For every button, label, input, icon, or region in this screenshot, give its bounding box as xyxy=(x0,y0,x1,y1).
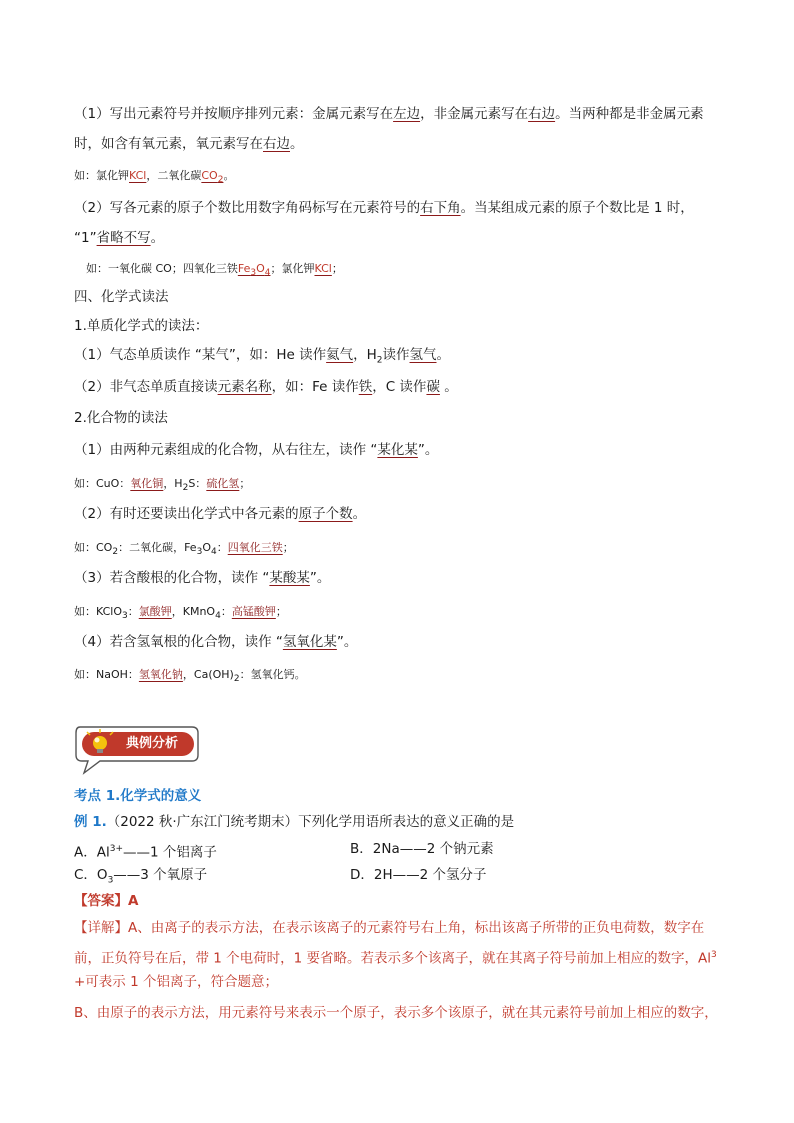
answer-blank: 硫化氢 xyxy=(206,477,240,490)
answer-blank: 氢氧化钠 xyxy=(138,668,183,681)
subscript: 3 xyxy=(107,875,114,886)
subscript: 2 xyxy=(182,483,189,494)
text: ，如：Fe 读作 xyxy=(271,379,359,395)
answer: 【答案】A xyxy=(74,893,139,909)
text: S： xyxy=(188,477,207,490)
text: 如：CO xyxy=(74,541,113,554)
text: ”。 xyxy=(309,570,331,586)
text: ：二氧化碳，Fe xyxy=(118,541,197,554)
text: ： xyxy=(127,605,139,618)
subscript: 3 xyxy=(196,547,203,558)
subscript: 4 xyxy=(215,611,221,622)
text: 。 xyxy=(223,169,235,182)
text: 前，正负符号在后，带 1 个电荷时，1 要省略。若表示多个该离子，就在其离子符号前加上相应的数字，Al xyxy=(74,950,712,967)
compound-rule-1 xyxy=(74,440,724,460)
detail-line-3: +可表示 1 个铝离子，符合题意； xyxy=(74,974,278,990)
answer-blank: 高锰酸钾 xyxy=(231,605,276,618)
superscript: 3 xyxy=(711,950,717,960)
compound-example-4 xyxy=(74,665,724,689)
subscript: 4 xyxy=(264,268,271,279)
text: ： xyxy=(220,605,232,618)
text: 如：CuO： xyxy=(74,477,131,490)
answer-blank: 原子个数 xyxy=(298,506,353,522)
superscript: 3+ xyxy=(109,844,124,854)
text: 。 xyxy=(150,230,165,246)
answer-blank: 左边 xyxy=(393,106,421,122)
text: ，二氧化碳 xyxy=(146,169,202,182)
text: CO xyxy=(201,169,218,182)
section-heading: 四、化学式读法 xyxy=(74,289,169,305)
answer-blank: 氧化铜 xyxy=(130,477,164,490)
case-analysis-badge xyxy=(72,721,200,777)
answer-blank: 氢氧化某 xyxy=(282,634,337,650)
compound-rule-3 xyxy=(74,568,724,588)
text: A．Al xyxy=(74,844,110,861)
answer-blank: 氦气 xyxy=(326,347,354,363)
text: ，Ca(OH) xyxy=(182,668,234,681)
rule-2-line-1 xyxy=(74,198,724,218)
subscript: 2 xyxy=(217,175,224,186)
detail-label: 【详解】 xyxy=(74,920,128,936)
text: （2）非气态单质直接读 xyxy=(74,379,218,395)
rule-2-example xyxy=(86,259,736,283)
example-question xyxy=(74,812,724,832)
answer-blank: 右边 xyxy=(528,106,556,122)
key-point-title: 考点 1.化学式的意义 xyxy=(74,788,202,804)
text: 如：NaOH： xyxy=(74,668,139,681)
text: （2）写各元素的原子个数比用数字角码标写在元素符号的 xyxy=(74,200,421,216)
answer-blank: 某化某 xyxy=(377,442,418,458)
example-label: 例 1. xyxy=(74,814,107,830)
text: 如：KClO xyxy=(74,605,123,618)
answer-blank: 右边 xyxy=(263,136,290,152)
answer-blank: 铁 xyxy=(358,379,373,395)
answer-blank: 氯酸钾 xyxy=(138,605,172,618)
formula-answer: KCl xyxy=(129,169,147,182)
text: ，C 读作 xyxy=(372,379,427,395)
text: O xyxy=(256,262,265,275)
text: （4）若含氢氧根的化合物，读作 “ xyxy=(74,634,283,650)
compound-rule-4 xyxy=(74,632,724,652)
subsection-2: 2.化合物的读法 xyxy=(74,410,168,426)
text: （1）由两种元素组成的化合物，从右往左，读作 “ xyxy=(74,442,378,458)
text: ； xyxy=(282,541,294,554)
subscript: 3 xyxy=(122,611,128,622)
formula-answer xyxy=(237,262,271,279)
text: 。 xyxy=(439,379,458,395)
text: 。 xyxy=(436,347,451,363)
subscript: 2 xyxy=(112,547,119,558)
text: ； xyxy=(275,605,287,618)
text: ，H xyxy=(163,477,183,490)
detail-line-1 xyxy=(74,918,724,938)
text: 时，如含有氧元素，氧元素写在 xyxy=(74,136,263,152)
compound-example-1 xyxy=(74,474,724,498)
option-a xyxy=(74,839,217,863)
badge-label: 典例分析 xyxy=(125,736,178,751)
text: 。当两种都是非金属元素 xyxy=(555,106,704,122)
text: 如：一氧化碳 CO；四氧化三铁 xyxy=(86,262,238,275)
text: ； xyxy=(331,262,343,275)
text: C．O xyxy=(74,867,108,883)
text: ； xyxy=(239,477,251,490)
rule-1-line-2 xyxy=(74,134,724,154)
text: （1）气态单质读作 “某气”，如：He 读作 xyxy=(74,347,327,363)
formula-answer xyxy=(201,169,224,186)
text: A、由离子的表示方法，在表示该离子的元素符号右上角，标出该离子所带的正负电荷数，数字在 xyxy=(128,920,705,936)
answer-blank: 右下角 xyxy=(420,200,461,216)
text: 。当某组成元素的原子个数比是 1 时， xyxy=(460,200,694,216)
rule-1-line-1 xyxy=(74,104,724,124)
option-d: D．2H——2 个氢分子 xyxy=(350,867,487,883)
answer-blank: 四氧化三铁 xyxy=(227,541,283,554)
answer-blank: 元素名称 xyxy=(217,379,272,395)
text: 。 xyxy=(290,136,304,152)
text: （3）若含酸根的化合物，读作 “ xyxy=(74,570,270,586)
subscript: 2 xyxy=(233,674,240,685)
question-text: （2022 秋·广东江门统考期末）下列化学用语所表达的意义正确的是 xyxy=(106,814,515,830)
lightbulb-icon xyxy=(93,736,107,750)
compound-example-2 xyxy=(74,538,724,562)
text: “1” xyxy=(74,230,97,246)
compound-example-3 xyxy=(74,602,724,626)
subscript: 2 xyxy=(376,355,383,366)
text: ——1 个铝离子 xyxy=(123,844,217,861)
option-c xyxy=(74,865,207,891)
text: 读作 xyxy=(382,347,410,363)
text: 如：氯化钾 xyxy=(74,169,129,182)
text: O xyxy=(202,541,211,554)
compound-rule-2 xyxy=(74,504,724,524)
nongas-element-rule xyxy=(74,377,724,397)
answer-blank: 某酸某 xyxy=(269,570,310,586)
rule-1-example xyxy=(74,166,724,190)
text: ”。 xyxy=(417,442,439,458)
text: （2）有时还要读出化学式中各元素的 xyxy=(74,506,299,522)
detail-line-2 xyxy=(74,945,724,969)
option-b: B．2Na——2 个钠元素 xyxy=(350,841,494,857)
subscript: 3 xyxy=(250,268,257,279)
subsection-1: 1.单质化学式的读法： xyxy=(74,318,209,334)
text: ，非金属元素写在 xyxy=(420,106,529,122)
text: ： xyxy=(216,541,228,554)
answer-blank: 省略不写 xyxy=(96,230,151,246)
answer-blank: 氢气 xyxy=(409,347,437,363)
text: 。 xyxy=(352,506,367,522)
text: ，KMnO xyxy=(171,605,216,618)
text: Fe xyxy=(237,262,251,275)
answer-blank: 碳 xyxy=(426,379,440,395)
text: ——3 个氧原子 xyxy=(113,867,208,883)
subscript: 4 xyxy=(210,547,217,558)
text: ；氯化钾 xyxy=(270,262,315,275)
formula-answer: KCl xyxy=(314,262,332,275)
text: （1）写出元素符号并按顺序排列元素：金属元素写在 xyxy=(74,106,394,122)
rule-2-line-2 xyxy=(74,228,724,248)
text: ，H xyxy=(353,347,377,363)
text: ：氢氧化钙。 xyxy=(239,668,306,681)
text: ”。 xyxy=(336,634,358,650)
gas-element-rule xyxy=(74,345,724,371)
detail-line-4: B、由原子的表示方法，用元素符号来表示一个原子，表示多个该原子，就在其元素符号前加上相应的数字， xyxy=(74,1005,718,1021)
